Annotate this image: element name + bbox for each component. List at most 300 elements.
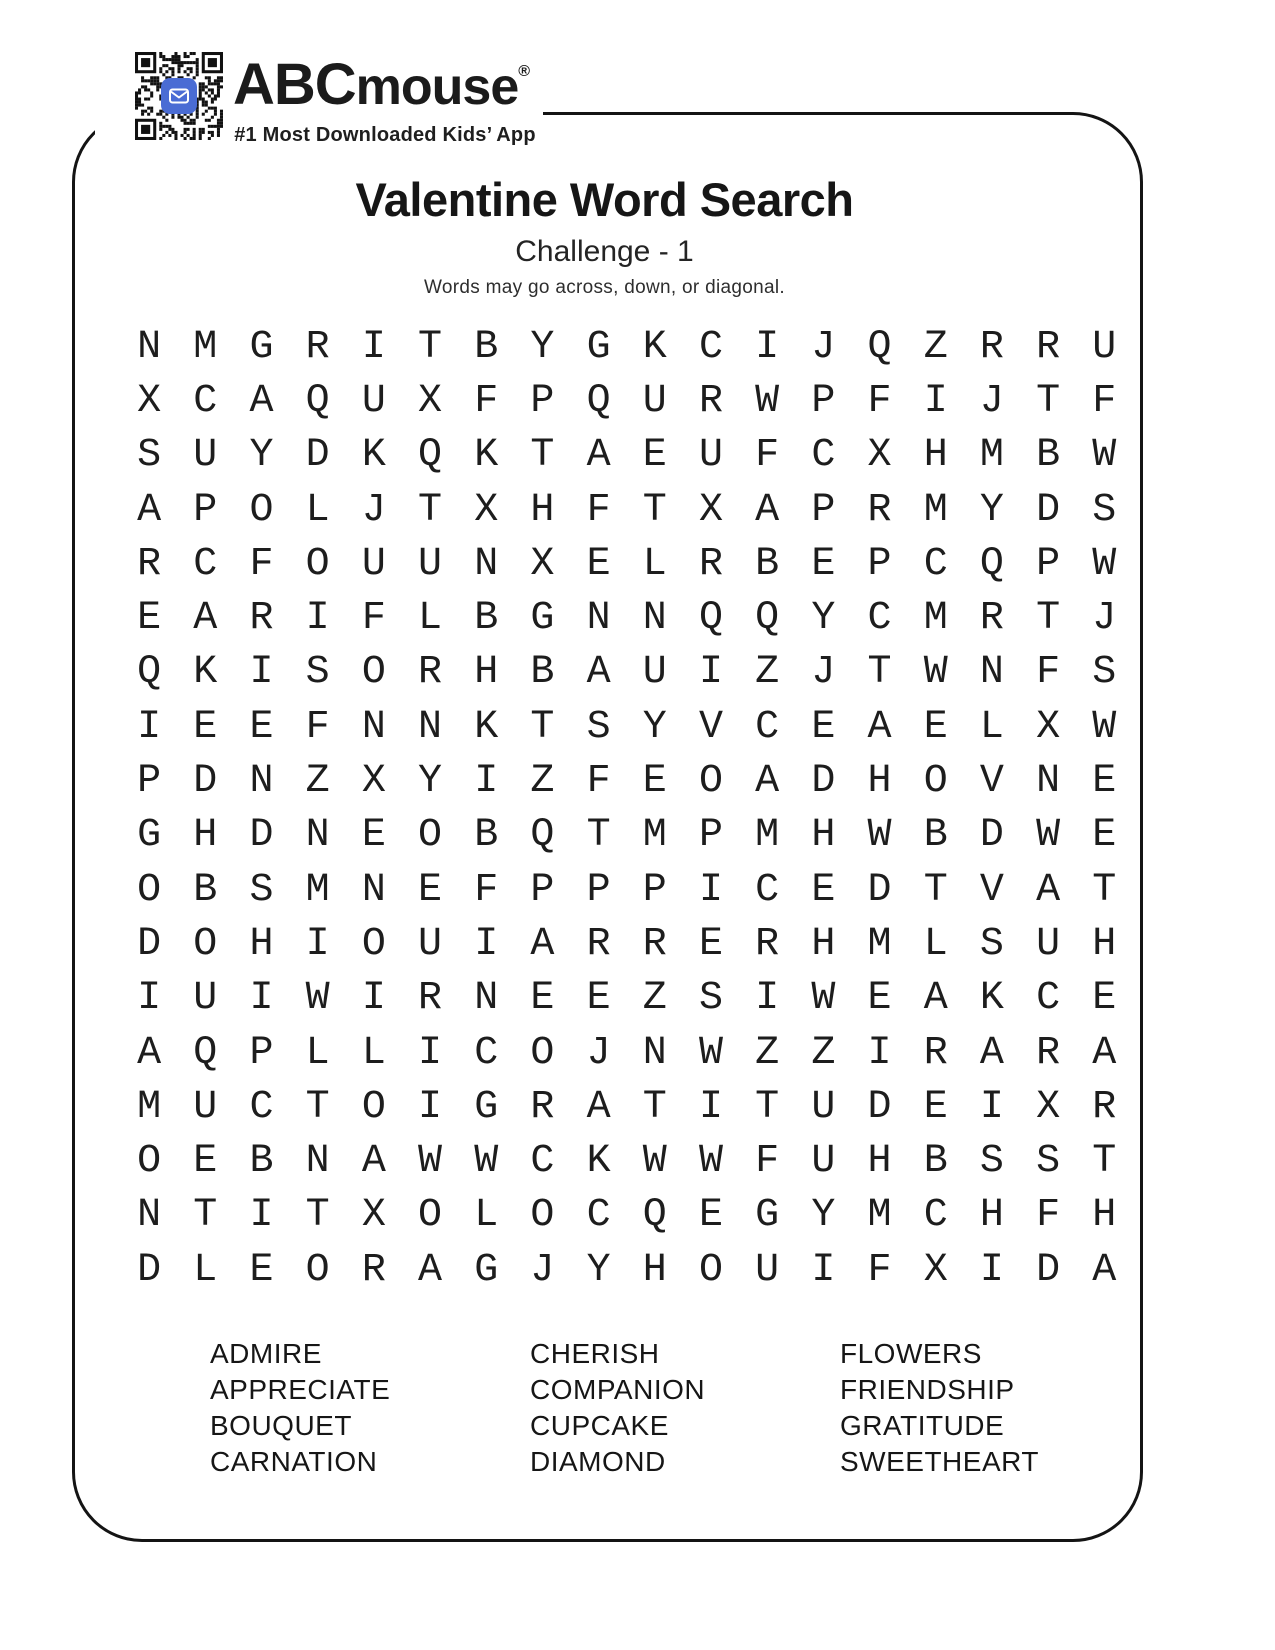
grid-letter: R bbox=[642, 921, 667, 967]
grid-letter: T bbox=[1036, 378, 1061, 424]
grid-letter: P bbox=[530, 867, 555, 913]
word-list-item: CARNATION bbox=[210, 1446, 378, 1477]
header bbox=[72, 172, 1137, 299]
grid-letter: M bbox=[137, 1084, 162, 1130]
grid-letter: E bbox=[586, 976, 611, 1022]
logo-block bbox=[95, 36, 543, 156]
grid-letter: Y bbox=[586, 1247, 611, 1293]
grid-letter: E bbox=[249, 704, 274, 750]
grid-letter: W bbox=[305, 976, 330, 1022]
grid-letter: N bbox=[474, 541, 499, 587]
grid-letter: A bbox=[361, 1139, 386, 1185]
grid-letter: P bbox=[698, 813, 723, 859]
grid-letter: R bbox=[1092, 1084, 1117, 1130]
grid-letter: O bbox=[193, 921, 218, 967]
word-list-item: FRIENDSHIP bbox=[840, 1374, 1015, 1405]
grid-letter: G bbox=[530, 596, 555, 642]
grid-letter: K bbox=[474, 704, 499, 750]
grid-letter: A bbox=[137, 487, 162, 533]
grid-letter: H bbox=[923, 433, 948, 479]
grid-letter: P bbox=[249, 1030, 274, 1076]
grid-letter: O bbox=[418, 813, 443, 859]
grid-letter: C bbox=[193, 541, 218, 587]
grid-letter: E bbox=[361, 813, 386, 859]
grid-letter: Y bbox=[811, 1193, 836, 1239]
grid-letter: S bbox=[1092, 487, 1117, 533]
grid-letter: T bbox=[867, 650, 892, 696]
grid-letter: T bbox=[530, 433, 555, 479]
grid-letter: C bbox=[530, 1139, 555, 1185]
grid-letter: X bbox=[137, 378, 162, 424]
grid-letter: I bbox=[418, 1084, 443, 1130]
grid-letter: F bbox=[755, 433, 780, 479]
grid-letter: X bbox=[361, 1193, 386, 1239]
abcmouse-app-icon bbox=[161, 78, 197, 114]
grid-letter: P bbox=[811, 487, 836, 533]
grid-letter: W bbox=[923, 650, 948, 696]
grid-letter: Z bbox=[923, 324, 948, 370]
word-search-grid bbox=[121, 320, 1132, 1297]
grid-letter: K bbox=[474, 433, 499, 479]
brand-tagline: #1 Most Downloaded Kids’ App bbox=[234, 124, 536, 146]
grid-letter: W bbox=[698, 1030, 723, 1076]
grid-letter: Q bbox=[642, 1193, 667, 1239]
grid-letter: I bbox=[249, 976, 274, 1022]
grid-letter: S bbox=[249, 867, 274, 913]
grid-letter: T bbox=[1092, 1139, 1117, 1185]
brand-abc: ABC bbox=[233, 52, 356, 117]
grid-letter: G bbox=[474, 1084, 499, 1130]
grid-letter: P bbox=[530, 378, 555, 424]
grid-letter: Q bbox=[586, 378, 611, 424]
grid-letter: W bbox=[755, 378, 780, 424]
brand-logo bbox=[233, 52, 531, 117]
grid-letter: D bbox=[305, 433, 330, 479]
grid-letter: X bbox=[698, 487, 723, 533]
grid-letter: I bbox=[474, 759, 499, 805]
grid-letter: B bbox=[474, 324, 499, 370]
grid-letter: H bbox=[1092, 1193, 1117, 1239]
grid-letter: E bbox=[642, 759, 667, 805]
grid-letter: K bbox=[642, 324, 667, 370]
grid-letter: N bbox=[137, 324, 162, 370]
grid-letter: J bbox=[361, 487, 386, 533]
grid-letter: C bbox=[811, 433, 836, 479]
grid-letter: Q bbox=[755, 596, 780, 642]
grid-letter: R bbox=[249, 596, 274, 642]
grid-letter: S bbox=[979, 921, 1004, 967]
grid-letter: X bbox=[1036, 704, 1061, 750]
grid-letter: A bbox=[923, 976, 948, 1022]
grid-letter: U bbox=[1092, 324, 1117, 370]
grid-letter: T bbox=[642, 487, 667, 533]
grid-letter: B bbox=[755, 541, 780, 587]
grid-letter: H bbox=[642, 1247, 667, 1293]
grid-letter: F bbox=[474, 867, 499, 913]
grid-letter: P bbox=[193, 487, 218, 533]
grid-letter: L bbox=[305, 1030, 330, 1076]
grid-letter: H bbox=[979, 1193, 1004, 1239]
grid-letter: L bbox=[193, 1247, 218, 1293]
grid-letter: C bbox=[1036, 976, 1061, 1022]
grid-letter: I bbox=[755, 976, 780, 1022]
grid-letter: S bbox=[979, 1139, 1004, 1185]
grid-letter: C bbox=[923, 541, 948, 587]
grid-letter: R bbox=[361, 1247, 386, 1293]
grid-letter: R bbox=[305, 324, 330, 370]
grid-letter: S bbox=[305, 650, 330, 696]
grid-letter: E bbox=[418, 867, 443, 913]
grid-letter: N bbox=[361, 867, 386, 913]
grid-letter: I bbox=[418, 1030, 443, 1076]
grid-letter: N bbox=[642, 596, 667, 642]
grid-letter: C bbox=[923, 1193, 948, 1239]
grid-letter: I bbox=[361, 324, 386, 370]
grid-letter: O bbox=[249, 487, 274, 533]
grid-letter: A bbox=[530, 921, 555, 967]
grid-letter: D bbox=[867, 1084, 892, 1130]
grid-letter: V bbox=[698, 704, 723, 750]
grid-letter: T bbox=[305, 1084, 330, 1130]
grid-letter: U bbox=[811, 1084, 836, 1130]
grid-letter: B bbox=[474, 813, 499, 859]
grid-letter: E bbox=[923, 1084, 948, 1130]
grid-letter: W bbox=[867, 813, 892, 859]
grid-letter: L bbox=[979, 704, 1004, 750]
grid-letter: O bbox=[305, 1247, 330, 1293]
grid-letter: W bbox=[418, 1139, 443, 1185]
grid-letter: U bbox=[361, 541, 386, 587]
grid-letter: E bbox=[193, 1139, 218, 1185]
page-title: Valentine Word Search bbox=[355, 173, 854, 226]
instructions-text: Words may go across, down, or diagonal. bbox=[424, 277, 785, 298]
grid-letter: R bbox=[755, 921, 780, 967]
grid-letter: T bbox=[586, 813, 611, 859]
grid-letter: A bbox=[249, 378, 274, 424]
grid-letter: L bbox=[642, 541, 667, 587]
grid-letter: C bbox=[474, 1030, 499, 1076]
grid-letter: O bbox=[361, 1084, 386, 1130]
grid-letter: E bbox=[1092, 759, 1117, 805]
grid-letter: S bbox=[1036, 1139, 1061, 1185]
grid-letter: A bbox=[755, 759, 780, 805]
grid-letter: B bbox=[474, 596, 499, 642]
grid-letter: I bbox=[698, 867, 723, 913]
grid-letter: M bbox=[979, 433, 1004, 479]
grid-letter: E bbox=[811, 704, 836, 750]
grid-letter: I bbox=[137, 704, 162, 750]
word-list-item: FLOWERS bbox=[840, 1338, 982, 1369]
grid-letter: K bbox=[979, 976, 1004, 1022]
grid-letter: P bbox=[811, 378, 836, 424]
grid-letter: H bbox=[811, 921, 836, 967]
grid-letter: F bbox=[867, 378, 892, 424]
grid-letter: I bbox=[249, 1193, 274, 1239]
grid-letter: U bbox=[193, 976, 218, 1022]
grid-letter: R bbox=[979, 596, 1004, 642]
grid-letter: Q bbox=[137, 650, 162, 696]
grid-letter: E bbox=[193, 704, 218, 750]
grid-letter: R bbox=[1036, 1030, 1061, 1076]
grid-letter: N bbox=[361, 704, 386, 750]
word-list-item: CUPCAKE bbox=[530, 1410, 669, 1441]
grid-letter: I bbox=[361, 976, 386, 1022]
grid-letter: T bbox=[923, 867, 948, 913]
grid-letter: O bbox=[361, 650, 386, 696]
grid-letter: T bbox=[1036, 596, 1061, 642]
grid-letter: M bbox=[193, 324, 218, 370]
grid-letter: M bbox=[867, 1193, 892, 1239]
grid-letter: I bbox=[923, 378, 948, 424]
grid-letter: F bbox=[361, 596, 386, 642]
grid-letter: H bbox=[249, 921, 274, 967]
grid-letter: R bbox=[698, 541, 723, 587]
grid-letter: N bbox=[418, 704, 443, 750]
grid-letter: F bbox=[474, 378, 499, 424]
grid-letter: M bbox=[755, 813, 780, 859]
grid-letter: Z bbox=[755, 1030, 780, 1076]
grid-letter: T bbox=[642, 1084, 667, 1130]
grid-letter: C bbox=[249, 1084, 274, 1130]
grid-letter: D bbox=[1036, 487, 1061, 533]
grid-letter: I bbox=[811, 1247, 836, 1293]
grid-letter: E bbox=[642, 433, 667, 479]
grid-letter: L bbox=[361, 1030, 386, 1076]
grid-letter: Y bbox=[811, 596, 836, 642]
grid-letter: C bbox=[755, 867, 780, 913]
grid-letter: O bbox=[923, 759, 948, 805]
grid-letter: Q bbox=[530, 813, 555, 859]
grid-letter: A bbox=[193, 596, 218, 642]
grid-letter: E bbox=[698, 1193, 723, 1239]
grid-letter: I bbox=[698, 650, 723, 696]
grid-letter: T bbox=[755, 1084, 780, 1130]
grid-letter: Q bbox=[193, 1030, 218, 1076]
grid-letter: G bbox=[755, 1193, 780, 1239]
grid-letter: N bbox=[474, 976, 499, 1022]
grid-letter: V bbox=[979, 759, 1004, 805]
mail-icon bbox=[167, 84, 191, 108]
grid-letter: K bbox=[586, 1139, 611, 1185]
grid-letter: T bbox=[418, 324, 443, 370]
grid-letter: H bbox=[867, 759, 892, 805]
grid-letter: I bbox=[698, 1084, 723, 1130]
grid-letter: U bbox=[755, 1247, 780, 1293]
grid-letter: O bbox=[698, 1247, 723, 1293]
grid-letter: C bbox=[586, 1193, 611, 1239]
grid-letter: O bbox=[137, 1139, 162, 1185]
grid-letter: D bbox=[867, 867, 892, 913]
grid-letter: O bbox=[530, 1030, 555, 1076]
grid-letter: I bbox=[979, 1247, 1004, 1293]
word-list-item: COMPANION bbox=[530, 1374, 706, 1405]
grid-letter: P bbox=[642, 867, 667, 913]
grid-letter: E bbox=[811, 867, 836, 913]
word-list-column bbox=[840, 1336, 1039, 1480]
grid-letter: M bbox=[305, 867, 330, 913]
grid-letter: P bbox=[137, 759, 162, 805]
grid-letter: L bbox=[474, 1193, 499, 1239]
grid-letter: R bbox=[586, 921, 611, 967]
grid-letter: V bbox=[979, 867, 1004, 913]
grid-letter: U bbox=[193, 433, 218, 479]
grid-letter: K bbox=[193, 650, 218, 696]
word-list-column bbox=[210, 1336, 390, 1480]
grid-letter: S bbox=[1092, 650, 1117, 696]
grid-letter: O bbox=[418, 1193, 443, 1239]
grid-letter: P bbox=[586, 867, 611, 913]
grid-letter: D bbox=[249, 813, 274, 859]
grid-letter: E bbox=[586, 541, 611, 587]
grid-letter: U bbox=[698, 433, 723, 479]
grid-letter: F bbox=[249, 541, 274, 587]
grid-letter: O bbox=[530, 1193, 555, 1239]
grid-letter: U bbox=[642, 378, 667, 424]
grid-letter: T bbox=[1092, 867, 1117, 913]
grid-letter: D bbox=[193, 759, 218, 805]
grid-letter: E bbox=[1092, 813, 1117, 859]
grid-letter: Z bbox=[530, 759, 555, 805]
grid-letter: W bbox=[474, 1139, 499, 1185]
grid-letter: A bbox=[1092, 1030, 1117, 1076]
word-list-column bbox=[530, 1336, 705, 1480]
grid-letter: I bbox=[305, 596, 330, 642]
grid-letter: Q bbox=[979, 541, 1004, 587]
word-list-item: GRATITUDE bbox=[840, 1410, 1005, 1441]
grid-letter: W bbox=[811, 976, 836, 1022]
grid-letter: E bbox=[530, 976, 555, 1022]
grid-letter: B bbox=[530, 650, 555, 696]
grid-letter: R bbox=[867, 487, 892, 533]
grid-letter: S bbox=[698, 976, 723, 1022]
registered-mark: ® bbox=[518, 63, 531, 80]
grid-letter: W bbox=[698, 1139, 723, 1185]
grid-letter: P bbox=[1036, 541, 1061, 587]
grid-letter: W bbox=[1092, 704, 1117, 750]
grid-letter: N bbox=[249, 759, 274, 805]
grid-letter: H bbox=[811, 813, 836, 859]
grid-letter: C bbox=[698, 324, 723, 370]
grid-letter: D bbox=[1036, 1247, 1061, 1293]
grid-letter: F bbox=[305, 704, 330, 750]
grid-letter: X bbox=[867, 433, 892, 479]
word-list-item: DIAMOND bbox=[530, 1446, 666, 1477]
grid-letter: M bbox=[642, 813, 667, 859]
grid-letter: F bbox=[586, 487, 611, 533]
grid-letter: Y bbox=[418, 759, 443, 805]
grid-letter: U bbox=[418, 541, 443, 587]
grid-letter: B bbox=[1036, 433, 1061, 479]
grid-letter: H bbox=[1092, 921, 1117, 967]
grid-letter: O bbox=[137, 867, 162, 913]
grid-letter: F bbox=[586, 759, 611, 805]
grid-letter: I bbox=[979, 1084, 1004, 1130]
grid-letter: B bbox=[923, 1139, 948, 1185]
grid-letter: D bbox=[137, 1247, 162, 1293]
grid-letter: Q bbox=[698, 596, 723, 642]
grid-letter: N bbox=[642, 1030, 667, 1076]
grid-letter: I bbox=[867, 1030, 892, 1076]
grid-letter: Z bbox=[755, 650, 780, 696]
grid-letter: N bbox=[1036, 759, 1061, 805]
grid-letter: J bbox=[979, 378, 1004, 424]
grid-letter: C bbox=[755, 704, 780, 750]
grid-letter: A bbox=[586, 650, 611, 696]
grid-letter: Q bbox=[867, 324, 892, 370]
grid-letter: M bbox=[867, 921, 892, 967]
word-list-item: SWEETHEART bbox=[840, 1446, 1039, 1477]
grid-letter: R bbox=[137, 541, 162, 587]
grid-letter: A bbox=[137, 1030, 162, 1076]
grid-letter: U bbox=[642, 650, 667, 696]
grid-letter: Y bbox=[530, 324, 555, 370]
grid-letter: Z bbox=[642, 976, 667, 1022]
grid-letter: D bbox=[811, 759, 836, 805]
grid-letter: I bbox=[755, 324, 780, 370]
grid-letter: U bbox=[418, 921, 443, 967]
grid-letter: X bbox=[530, 541, 555, 587]
grid-letter: A bbox=[1036, 867, 1061, 913]
grid-letter: P bbox=[867, 541, 892, 587]
grid-letter: R bbox=[923, 1030, 948, 1076]
grid-letter: L bbox=[923, 921, 948, 967]
grid-letter: F bbox=[1036, 1193, 1061, 1239]
grid-letter: Y bbox=[979, 487, 1004, 533]
word-list-item: BOUQUET bbox=[210, 1410, 352, 1441]
grid-letter: F bbox=[1036, 650, 1061, 696]
grid-letter: R bbox=[530, 1084, 555, 1130]
grid-letter: D bbox=[979, 813, 1004, 859]
grid-letter: Z bbox=[305, 759, 330, 805]
grid-letter: W bbox=[1092, 433, 1117, 479]
grid-letter: E bbox=[698, 921, 723, 967]
grid-letter: G bbox=[474, 1247, 499, 1293]
grid-letter: X bbox=[923, 1247, 948, 1293]
grid-letter: B bbox=[923, 813, 948, 859]
grid-letter: E bbox=[867, 976, 892, 1022]
grid-letter: F bbox=[867, 1247, 892, 1293]
grid-letter: A bbox=[755, 487, 780, 533]
grid-letter: U bbox=[193, 1084, 218, 1130]
grid-letter: R bbox=[418, 976, 443, 1022]
grid-letter: E bbox=[923, 704, 948, 750]
grid-letter: U bbox=[1036, 921, 1061, 967]
grid-letter: N bbox=[586, 596, 611, 642]
grid-letter: Y bbox=[642, 704, 667, 750]
grid-letter: Q bbox=[305, 378, 330, 424]
grid-letter: Q bbox=[418, 433, 443, 479]
grid-letter: T bbox=[530, 704, 555, 750]
grid-letter: M bbox=[923, 487, 948, 533]
grid-letter: T bbox=[193, 1193, 218, 1239]
grid-letter: J bbox=[530, 1247, 555, 1293]
grid-letter: C bbox=[867, 596, 892, 642]
grid-letter: H bbox=[867, 1139, 892, 1185]
grid-letter: G bbox=[586, 324, 611, 370]
grid-letter: B bbox=[193, 867, 218, 913]
grid-letter: J bbox=[811, 324, 836, 370]
grid-letter: G bbox=[249, 324, 274, 370]
grid-letter: I bbox=[305, 921, 330, 967]
word-list-item: APPRECIATE bbox=[210, 1374, 391, 1405]
grid-letter: L bbox=[305, 487, 330, 533]
grid-letter: N bbox=[137, 1193, 162, 1239]
grid-letter: X bbox=[474, 487, 499, 533]
challenge-subtitle: Challenge - 1 bbox=[515, 235, 694, 268]
grid-letter: A bbox=[586, 1084, 611, 1130]
grid-letter: R bbox=[979, 324, 1004, 370]
grid-letter: E bbox=[249, 1247, 274, 1293]
